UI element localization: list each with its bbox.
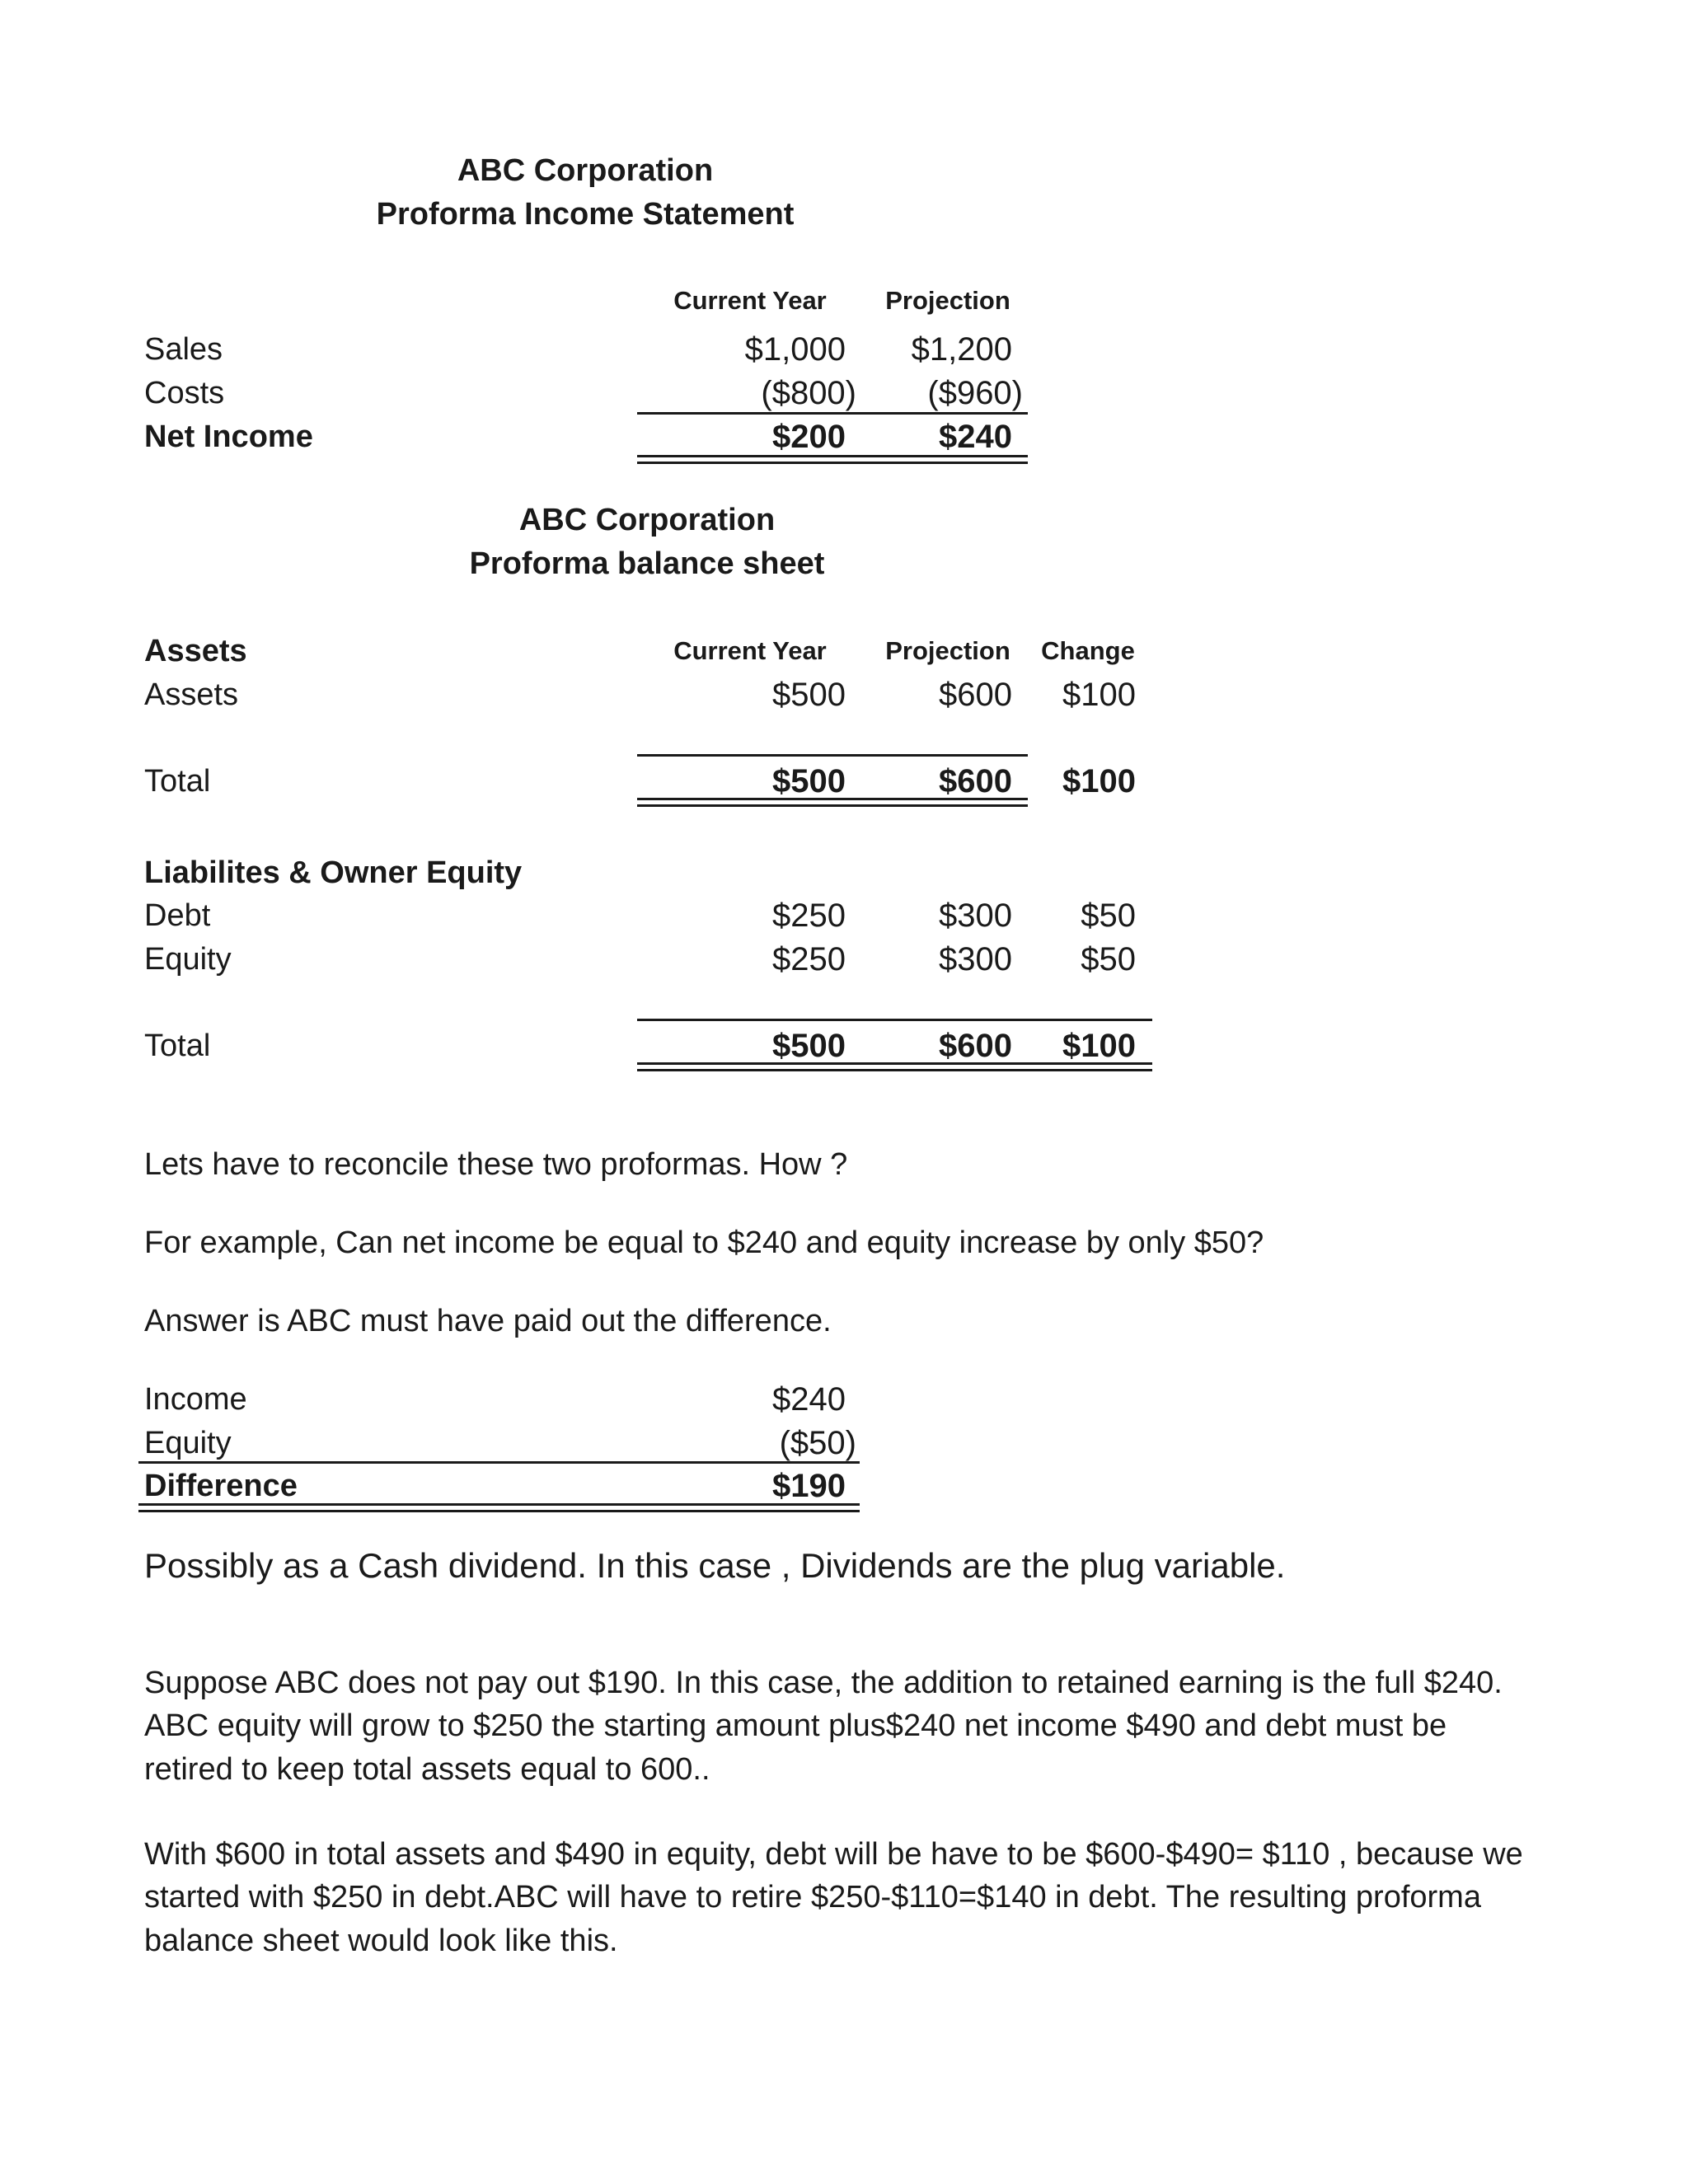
reconciliation-income-value: $240 bbox=[772, 1381, 846, 1418]
liabilities-total-change: $100 bbox=[1062, 1028, 1136, 1064]
row-label-assets-total: Total bbox=[144, 764, 211, 799]
balance-sheet-company: ABC Corporation bbox=[518, 503, 776, 537]
row-label-liabilities-total: Total bbox=[144, 1029, 211, 1063]
bs-column-header-projection: Projection bbox=[885, 636, 1010, 665]
income-statement-company: ABC Corporation bbox=[457, 153, 714, 188]
equity-current: $250 bbox=[772, 941, 846, 977]
net-income-projection: $240 bbox=[939, 419, 1012, 455]
bs-column-header-change: Change bbox=[1041, 636, 1135, 665]
income-statement-title: Proforma Income Statement bbox=[376, 197, 795, 232]
row-label-debt: Debt bbox=[144, 898, 211, 933]
assets-total-double-rule bbox=[637, 798, 1028, 807]
answer-text: Answer is ABC must have paid out the difference. bbox=[144, 1304, 832, 1338]
row-label-assets: Assets bbox=[144, 677, 239, 712]
liabilities-subtotal-rule bbox=[637, 1019, 1152, 1021]
assets-projection: $600 bbox=[939, 677, 1012, 713]
sales-projection: $1,200 bbox=[911, 331, 1012, 368]
paragraph2-line3: balance sheet would look like this. bbox=[144, 1924, 618, 1958]
row-label-reconciliation-equity: Equity bbox=[144, 1426, 232, 1460]
reconciliation-equity-value: ($50) bbox=[779, 1425, 856, 1461]
assets-current: $500 bbox=[772, 677, 846, 713]
assets-subtotal-rule bbox=[637, 754, 1028, 757]
row-label-equity: Equity bbox=[144, 942, 232, 977]
liabilities-total-double-rule bbox=[637, 1062, 1152, 1071]
equity-projection: $300 bbox=[939, 941, 1012, 977]
assets-total-current: $500 bbox=[772, 763, 846, 799]
column-header-current-year: Current Year bbox=[673, 286, 827, 315]
paragraph2-line2: started with $250 in debt.ABC will have to retire $250-$110=$140 in debt. The resulting proforma bbox=[144, 1880, 1481, 1915]
sales-current: $1,000 bbox=[744, 331, 846, 368]
row-label-net-income: Net Income bbox=[144, 419, 313, 454]
reconciliation-total-double-rule bbox=[138, 1503, 860, 1512]
costs-current: ($800) bbox=[761, 375, 856, 411]
balance-sheet-title: Proforma balance sheet bbox=[469, 546, 825, 581]
debt-current: $250 bbox=[772, 898, 846, 934]
row-label-income: Income bbox=[144, 1382, 247, 1417]
row-label-costs: Costs bbox=[144, 376, 225, 410]
reconciliation-difference-value: $190 bbox=[772, 1468, 846, 1504]
paragraph2-line1: With $600 in total assets and $490 in equity, debt will be have to be $600-$490= $110 , because we bbox=[144, 1837, 1523, 1872]
reconciliation-subtotal-rule bbox=[138, 1461, 860, 1464]
row-label-difference: Difference bbox=[144, 1469, 298, 1503]
column-header-projection: Projection bbox=[885, 286, 1010, 315]
assets-total-projection: $600 bbox=[939, 763, 1012, 799]
assets-heading: Assets bbox=[144, 634, 247, 668]
debt-projection: $300 bbox=[939, 898, 1012, 934]
liabilities-total-projection: $600 bbox=[939, 1028, 1012, 1064]
equity-change: $50 bbox=[1081, 941, 1136, 977]
income-total-double-rule bbox=[637, 455, 1028, 464]
debt-change: $50 bbox=[1081, 898, 1136, 934]
net-income-current: $200 bbox=[772, 419, 846, 455]
reconcile-text: Lets have to reconcile these two proformas. How ? bbox=[144, 1147, 848, 1182]
liabilities-equity-heading: Liabilites & Owner Equity bbox=[144, 855, 523, 890]
bs-column-header-current-year: Current Year bbox=[673, 636, 827, 665]
paragraph1-line1: Suppose ABC does not pay out $190. In this case, the addition to retained earning is the full $240. bbox=[144, 1666, 1503, 1700]
costs-projection: ($960) bbox=[927, 375, 1023, 411]
income-subtotal-rule bbox=[637, 412, 1028, 415]
paragraph1-line3: retired to keep total assets equal to 600.. bbox=[144, 1752, 710, 1787]
liabilities-total-current: $500 bbox=[772, 1028, 846, 1064]
dividend-note: Possibly as a Cash dividend. In this case , Dividends are the plug variable. bbox=[144, 1546, 1286, 1585]
assets-total-change: $100 bbox=[1062, 763, 1136, 799]
assets-change: $100 bbox=[1062, 677, 1136, 713]
row-label-sales: Sales bbox=[144, 332, 223, 367]
example-text: For example, Can net income be equal to $240 and equity increase by only $50? bbox=[144, 1226, 1264, 1260]
paragraph1-line2: ABC equity will grow to $250 the starting amount plus$240 net income $490 and debt must be bbox=[144, 1708, 1447, 1743]
